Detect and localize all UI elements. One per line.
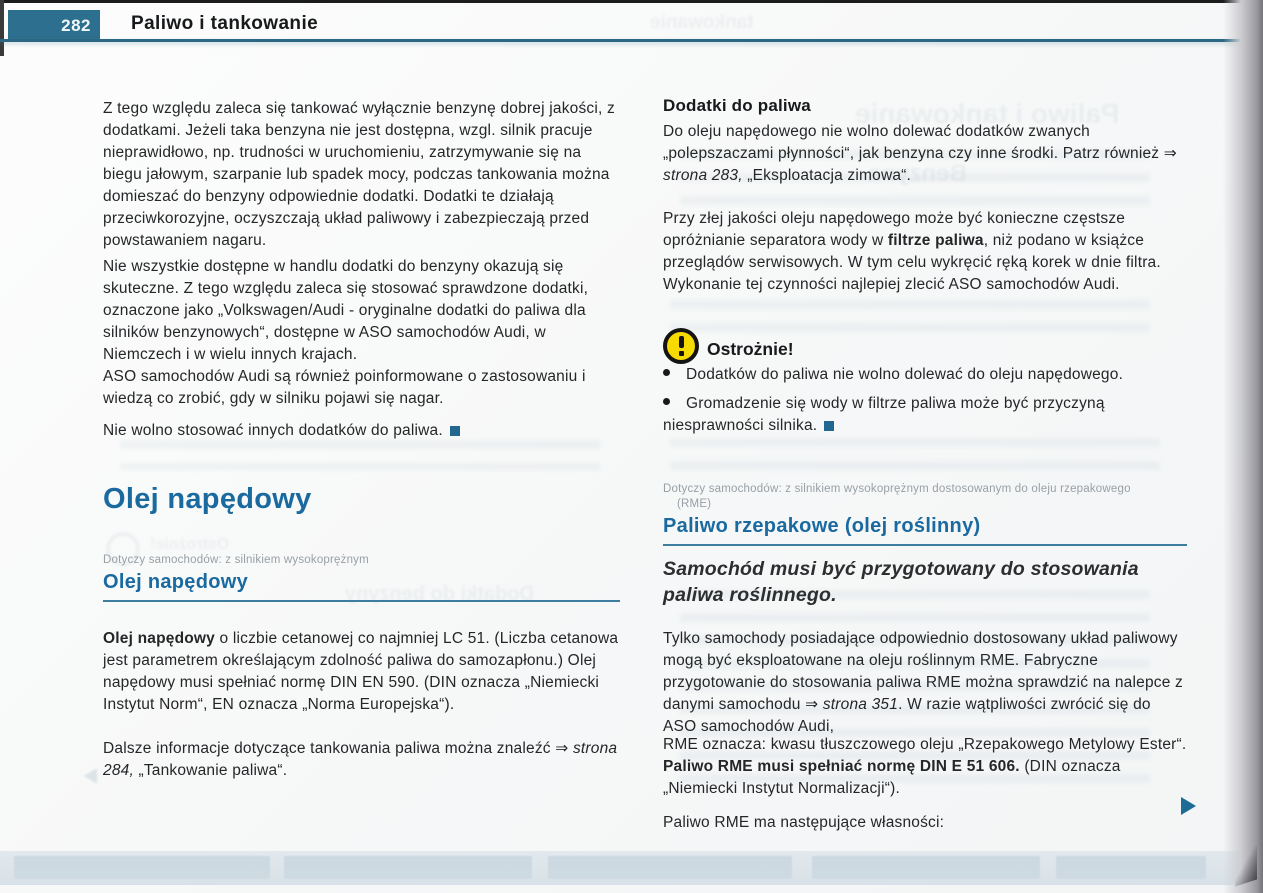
paragraph: [663, 812, 1187, 834]
paragraph: [103, 738, 620, 782]
ghost-tab: [14, 856, 270, 879]
page-number: 282: [61, 15, 91, 35]
paragraph: [103, 628, 620, 716]
paragraph-text: Paliwo RME ma następujące własności:: [663, 814, 945, 831]
paragraph: [663, 734, 1187, 800]
paragraph-text: Do oleju napędowego nie wolno dolewać dodatków zwanych „polepszaczami płynności“, jak benzyna czy inne środki. Patrz również: [663, 123, 1164, 162]
paragraph-text: (DIN oznacza „Niemiecki Instytut Normalizacji“).: [663, 758, 1121, 797]
bullet-text: Gromadzenie się wody w filtrze paliwa może być przyczyną niesprawności silnika.: [663, 395, 1105, 434]
paragraph-text: ASO samochodów Audi są również poinformowane o zastosowaniu i wiedzą co zrobić, gdy w silniku pojawi się nagar.: [103, 368, 586, 407]
paragraph-text: RME oznacza: kwasu tłuszczowego oleju „Rzepakowego Metylowy Ester“.: [663, 736, 1187, 753]
ghost-back-arrow: [84, 768, 97, 784]
paragraph-text: o liczbie cetanowej co najmniej LC 51. (Liczba cetanowa jest parametrem określającym zdolność paliwa do samozapłonu.) Olej napędowy musi spełniać normę DIN EN 590. (DIN oznacza „Niemiecki Instytut Norm“, EN oznacza „Norma Europejska“).: [103, 630, 619, 713]
scan-left-edge: [0, 0, 4, 56]
caution-icon: [663, 328, 699, 364]
ghost-paragraph-lines: [670, 438, 1160, 478]
ghost-header-text: tankowanie: [650, 12, 754, 33]
bold-requirement: Paliwo RME musi spełniać normę DIN E 51 606.: [663, 758, 1020, 775]
ghost-right-title: Paliwo i tankowanie: [855, 98, 1120, 129]
caution-bullet: [663, 393, 1187, 437]
paragraph-text: Nie wszystkie dostępne w handlu dodatki do benzyny okazują się skuteczne. Z tego względu zaleca się stosować sprawdzone dodatki, oznaczone jako „Volkswagen/Audi - oryginalne dodatki do paliwa dla silników benzynowych“, dostępne w ASO samochodów Audi, w Niemczech i w wielu innych krajach.: [103, 258, 589, 363]
exclamation-dot: [679, 351, 684, 356]
section-end-square: [450, 426, 460, 436]
page-reference: ⇒ strona 284,: [103, 740, 618, 779]
ghost-tab: [284, 856, 532, 879]
page-number-box: [8, 10, 100, 41]
continuation-arrow-icon: [1181, 797, 1196, 815]
paragraph: [663, 208, 1187, 296]
ghost-left-heading: Dodatki do benzyny: [345, 583, 534, 605]
section-end-square: [824, 421, 834, 431]
paragraph: [103, 98, 620, 252]
ghost-tab: [1056, 856, 1206, 879]
paragraph-text: . W razie wątpliwości zwrócić się do ASO samochodów Audi,: [663, 696, 1151, 735]
paragraph: [663, 628, 1187, 738]
caution-bullet: [663, 364, 1187, 386]
bold-term: filtrze paliwa: [887, 232, 984, 249]
ghost-paragraph-lines: [670, 300, 1150, 340]
bullet-icon: [663, 369, 670, 376]
caution-title: Ostrożnie!: [707, 339, 794, 359]
sub-heading: Paliwo rzepakowe (olej roślinny): [663, 515, 1187, 546]
page-reference: ⇒ strona 351: [805, 696, 899, 713]
ghost-paragraph-lines: [120, 440, 600, 470]
paragraph-text: Dalsze informacje dotyczące tankowania paliwa można znaleźć: [103, 740, 556, 757]
exclamation-bar: [679, 336, 684, 348]
applies-to-note: Dotyczy samochodów: z silnikiem wysokoprężnym: [103, 554, 369, 566]
ghost-left-caution: Ostrożnie!: [150, 536, 230, 553]
page-corner-shadow: [1235, 845, 1257, 886]
paragraph-text: „Tankowanie paliwa“.: [133, 762, 288, 779]
note-line2: (RME): [677, 498, 712, 510]
paragraph: [103, 420, 620, 442]
note-line1: Dotyczy samochodów: z silnikiem wysokoprężnym dostosowanym do oleju rzepakowego: [663, 483, 1131, 495]
bullet-text: Dodatków do paliwa nie wolno dolewać do oleju napędowego.: [686, 366, 1124, 383]
topic-heading: Dodatki do paliwa: [663, 96, 811, 115]
bullet-icon: [663, 398, 670, 405]
page-reference: ⇒ strona 283,: [663, 145, 1177, 184]
chapter-title: Paliwo i tankowanie: [131, 13, 319, 34]
section-heading: Olej napędowy: [103, 483, 312, 515]
paragraph-text: , niż podano w książce przeglądów serwisowych. W tym celu wykręcić ręką korek w dnie filtra. Wykonanie tej czynności najlepiej zlecić ASO samochodów Audi.: [663, 232, 1161, 293]
paragraph-text: Tylko samochody posiadające odpowiednio dostosowany układ paliwowy mogą być eksploatowane na oleju roślinnym RME. Fabryczne przygotowanie do stosowania paliwa RME można sprawdzić na nalepce z danymi samochodu: [663, 630, 1183, 713]
lead-sentence: Samochód musi być przygotowany do stosowania paliwa roślinnego.: [663, 558, 1139, 606]
applies-to-note: [663, 482, 1187, 512]
paragraph: [663, 121, 1187, 187]
scan-top-edge: [0, 0, 1263, 3]
ghost-right-subtitle: Benzyna: [868, 160, 967, 187]
ghost-tab: [548, 856, 792, 879]
paragraph: [103, 256, 620, 366]
paragraph-text: Nie wolno stosować innych dodatków do paliwa.: [103, 422, 443, 439]
paragraph: [103, 366, 620, 410]
bold-term: Olej napędowy: [103, 630, 215, 647]
paragraph-text: Z tego względu zaleca się tankować wyłącznie benzynę dobrej jakości, z dodatkami. Jeżeli taka benzyna nie jest dostępna, wzgl. silnik pracuje nieprawidłowo, np. trudności w uruchomieniu, zatrzymywanie się na biegu jałowym, szarpanie lub spadek mocy, podczas tankowania można domieszać do benzyny odpowiednie dodatki. Dodatki te działają przeciwkorozyjne, oczyszczają układ paliwowy i zabezpieczają przed powstawaniem nagaru.: [103, 100, 615, 249]
page-curl-shadow: [1223, 0, 1263, 893]
paragraph-text: „Eksploatacja zimowa“.: [742, 167, 912, 184]
ghost-tab: [812, 856, 1040, 879]
header-rule: [0, 39, 1263, 42]
paragraph-text: Przy złej jakości oleju napędowego może być konieczne częstsze opróżnianie separatora wody w: [663, 210, 1126, 249]
sub-heading: Olej napędowy: [103, 571, 620, 602]
